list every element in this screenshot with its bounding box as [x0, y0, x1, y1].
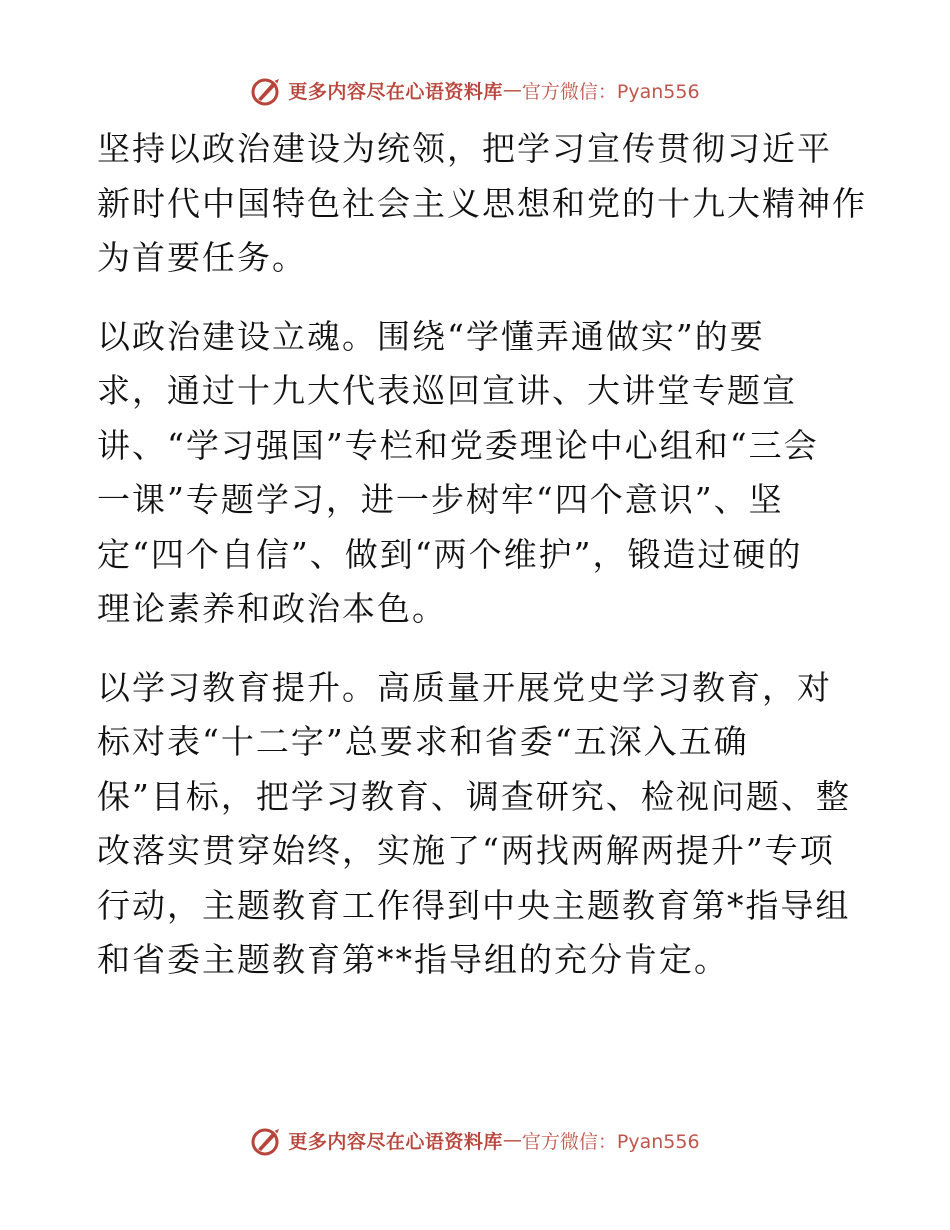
footer-banner — [0, 1120, 950, 1160]
paragraph-line: 坚持以政治建设为统领，把学习宣传贯彻习近平 — [97, 129, 832, 168]
paragraph-line: 一课”专题学习，进一步树牢“四个意识”、坚 — [97, 480, 784, 519]
paragraph-line: 求，通过十九大代表巡回宣讲、大讲堂专题宣 — [97, 371, 797, 410]
header-banner-contact: 官方微信：Pyan556 — [521, 80, 700, 103]
paragraph-3 — [97, 661, 857, 988]
paragraph-line: 新时代中国特色社会主义思想和党的十九大精神作 — [97, 183, 867, 223]
paragraph-line: 以学习教育提升。高质量开展党史学习教育，对 — [97, 667, 832, 707]
footer-banner-text: 更多内容尽在心语资料库 — [288, 1130, 503, 1153]
paragraph-2 — [97, 310, 857, 637]
paragraph-line: 和省委主题教育第**指导组的充分肯定。 — [97, 940, 729, 979]
paragraph-line: 以政治建设立魂。围绕“学懂弄通做实”的要 — [97, 316, 765, 356]
paragraph-line: 行动，主题教育工作得到中央主题教育第*指导组 — [97, 885, 851, 925]
paragraph-line: 保”目标，把学习教育、调查研究、检视问题、整 — [97, 776, 851, 816]
document-body — [97, 122, 867, 1012]
pen-logo-icon — [250, 73, 284, 107]
pen-logo-icon — [250, 1123, 284, 1157]
paragraph-line: 改落实贯穿始终，实施了“两找两解两提升”专项 — [97, 831, 835, 870]
paragraph-line: 标对表“十二字”总要求和省委“五深入五确 — [97, 722, 749, 761]
paragraph-line: 为首要任务。 — [97, 238, 307, 277]
header-banner-text: 更多内容尽在心语资料库 — [288, 80, 503, 103]
footer-banner-separator: — — [502, 1129, 522, 1151]
paragraph-line: 理论素养和政治本色。 — [97, 589, 447, 628]
paragraph-line: 讲、“学习强国”专栏和党委理论中心组和“三会 — [97, 425, 819, 465]
header-banner — [0, 70, 950, 110]
footer-banner-contact: 官方微信：Pyan556 — [521, 1130, 700, 1153]
header-banner-separator: — — [502, 79, 522, 101]
paragraph-line: 定“四个自信”、做到“两个维护”，锻造过硬的 — [97, 534, 803, 574]
paragraph-1 — [97, 122, 867, 286]
